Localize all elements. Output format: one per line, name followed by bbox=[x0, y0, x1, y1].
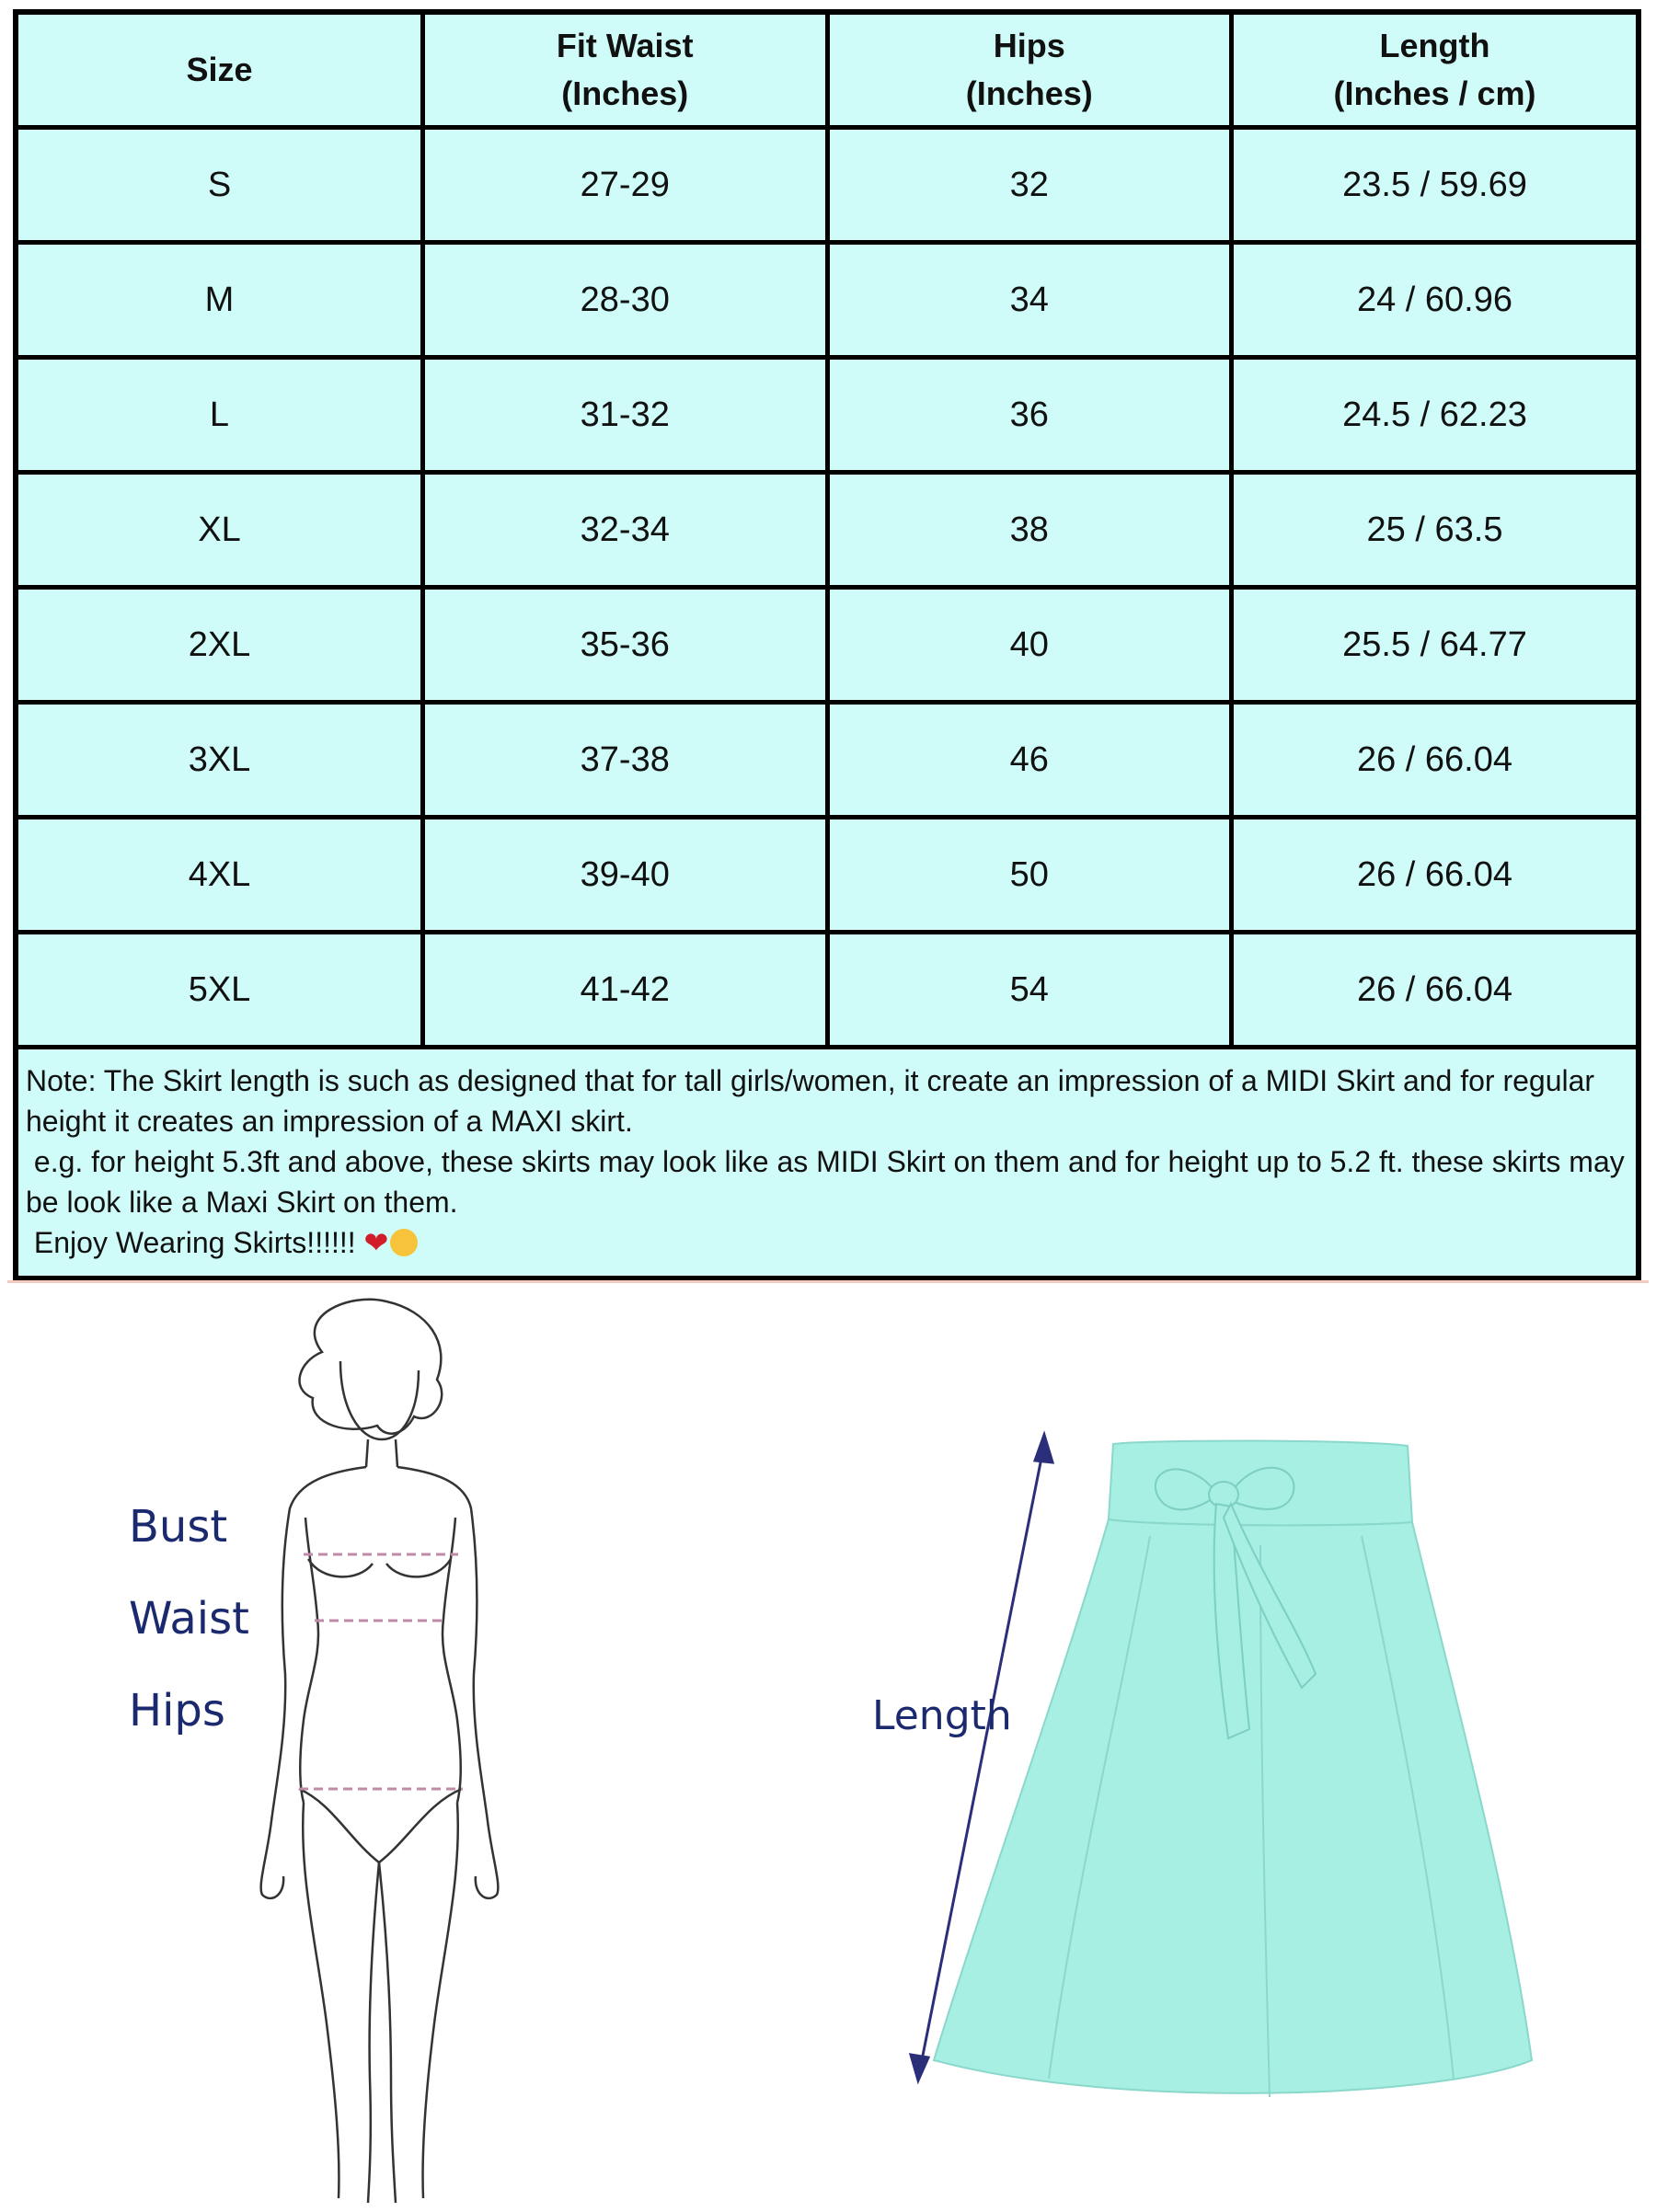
table-row bbox=[18, 933, 1636, 1048]
cell-size: 4XL bbox=[18, 818, 423, 933]
section-divider bbox=[7, 1280, 1649, 1283]
body-measurement-figure bbox=[110, 1288, 626, 2207]
cell-fit-waist: 37-38 bbox=[423, 703, 828, 818]
cell-fit-waist: 41-42 bbox=[423, 933, 828, 1048]
cell-fit-waist: 31-32 bbox=[423, 358, 828, 473]
hips-label: Hips bbox=[129, 1685, 225, 1736]
length-label: Length bbox=[872, 1692, 1012, 1739]
cell-fit-waist: 32-34 bbox=[423, 473, 828, 588]
waist-label: Waist bbox=[129, 1593, 249, 1645]
size-chart bbox=[13, 9, 1641, 1281]
table-row bbox=[18, 703, 1636, 818]
cell-length: 25 / 63.5 bbox=[1232, 473, 1637, 588]
header-hips-unit: (Inches) bbox=[965, 74, 1093, 112]
header-fit-waist bbox=[423, 15, 828, 128]
cell-size: S bbox=[18, 128, 423, 243]
smile-icon bbox=[390, 1229, 418, 1256]
note-line-2: e.g. for height 5.3ft and above, these skirts may look like as MIDI Skirt on them and for height up to 5.2 ft. these skirts may be look like a Maxi Skirt on them. bbox=[26, 1145, 1633, 1219]
header-fit-waist-label: Fit Waist bbox=[556, 27, 694, 64]
header-size bbox=[18, 15, 423, 128]
cell-hips: 32 bbox=[827, 128, 1232, 243]
header-length-label: Length bbox=[1379, 27, 1490, 64]
cell-hips: 34 bbox=[827, 243, 1232, 358]
table-row bbox=[18, 243, 1636, 358]
size-table bbox=[18, 15, 1636, 1049]
table-row bbox=[18, 473, 1636, 588]
cell-hips: 54 bbox=[827, 933, 1232, 1048]
cell-length: 26 / 66.04 bbox=[1232, 703, 1637, 818]
cell-size: L bbox=[18, 358, 423, 473]
table-header-row bbox=[18, 15, 1636, 128]
cell-fit-waist: 27-29 bbox=[423, 128, 828, 243]
cell-size: 3XL bbox=[18, 703, 423, 818]
cell-length: 24 / 60.96 bbox=[1232, 243, 1637, 358]
cell-hips: 38 bbox=[827, 473, 1232, 588]
bust-label: Bust bbox=[129, 1501, 228, 1553]
skirt-icon bbox=[846, 1416, 1546, 2115]
note-line-3-text: Enjoy Wearing Skirts!!!!!! bbox=[26, 1226, 364, 1259]
header-length bbox=[1232, 15, 1637, 128]
table-row bbox=[18, 818, 1636, 933]
cell-length: 26 / 66.04 bbox=[1232, 818, 1637, 933]
header-size-label: Size bbox=[186, 51, 253, 88]
cell-fit-waist: 35-36 bbox=[423, 588, 828, 703]
cell-size: XL bbox=[18, 473, 423, 588]
cell-hips: 46 bbox=[827, 703, 1232, 818]
cell-length: 26 / 66.04 bbox=[1232, 933, 1637, 1048]
cell-length: 23.5 / 59.69 bbox=[1232, 128, 1637, 243]
cell-size: 2XL bbox=[18, 588, 423, 703]
woman-outline-icon bbox=[110, 1288, 626, 2207]
cell-hips: 40 bbox=[827, 588, 1232, 703]
skirt-figure bbox=[846, 1416, 1546, 2115]
size-note bbox=[18, 1049, 1636, 1276]
cell-size: 5XL bbox=[18, 933, 423, 1048]
cell-fit-waist: 39-40 bbox=[423, 818, 828, 933]
cell-fit-waist: 28-30 bbox=[423, 243, 828, 358]
table-row bbox=[18, 358, 1636, 473]
heart-icon: ❤ bbox=[363, 1226, 389, 1259]
note-line-1: Note: The Skirt length is such as designed that for tall girls/women, it create an impression of a MIDI Skirt and for regular height it creates an impression of a MAXI skirt. bbox=[26, 1064, 1603, 1138]
cell-length: 24.5 / 62.23 bbox=[1232, 358, 1637, 473]
cell-size: M bbox=[18, 243, 423, 358]
note-line-3 bbox=[26, 1222, 1627, 1263]
header-fit-waist-unit: (Inches) bbox=[561, 74, 689, 112]
cell-length: 25.5 / 64.77 bbox=[1232, 588, 1637, 703]
table-row bbox=[18, 128, 1636, 243]
header-length-unit: (Inches / cm) bbox=[1333, 74, 1536, 112]
header-hips-label: Hips bbox=[993, 27, 1065, 64]
cell-hips: 36 bbox=[827, 358, 1232, 473]
table-row bbox=[18, 588, 1636, 703]
cell-hips: 50 bbox=[827, 818, 1232, 933]
header-hips bbox=[827, 15, 1232, 128]
